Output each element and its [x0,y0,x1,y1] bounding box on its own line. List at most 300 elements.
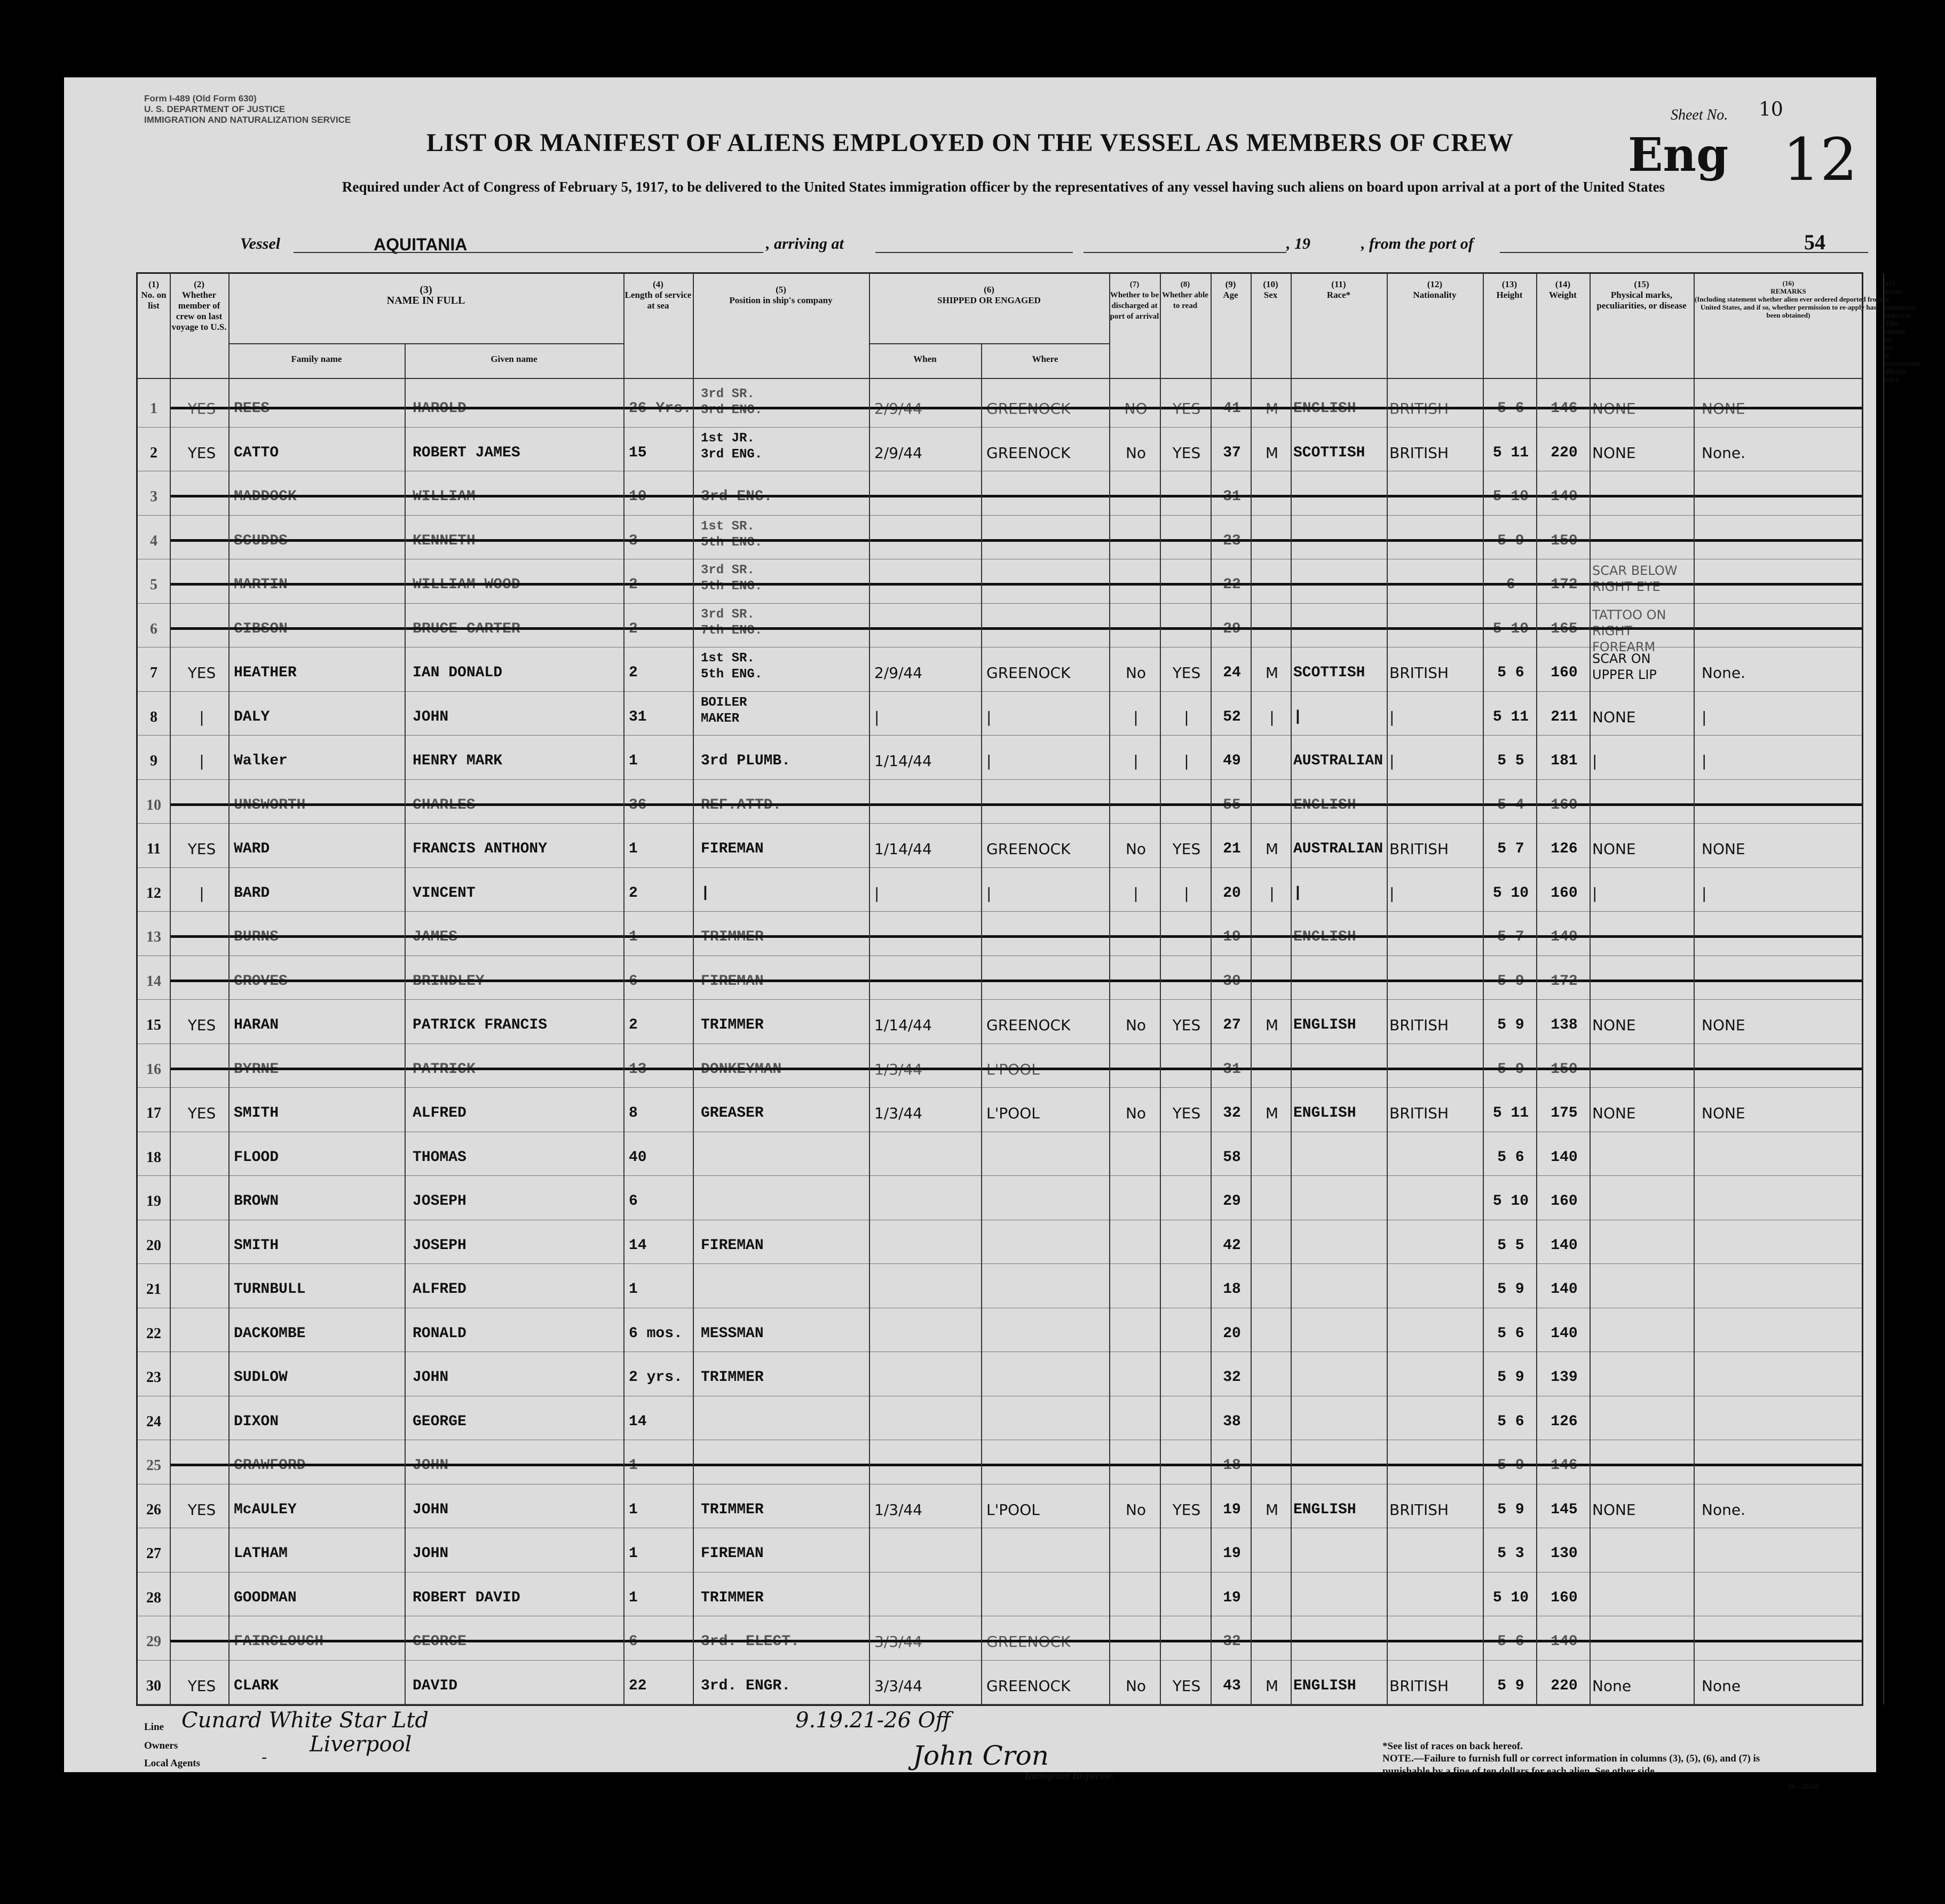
from-label: , from the port of [1361,235,1474,252]
cell-no: 23 [146,1369,161,1386]
cell-age: 27 [1223,1017,1241,1033]
table-row [138,1044,1862,1088]
cell-position: FIREMAN [701,973,764,990]
cell-when: 1/3/44 [874,1104,923,1122]
cell-where: | [986,752,992,770]
cell-height: 5 9 [1497,1061,1524,1078]
strikethrough-line [170,407,1862,409]
cell-service: 2 yrs. [629,1369,683,1386]
cell-no: 14 [146,973,161,990]
cell-given: GEORGE [413,1633,467,1650]
cell-given: IAN DONALD [413,665,503,681]
required-notice: Required under Act of Congress of February 5, 1917, to be delivered to the United States immigration officer by the representatives of any vessel having such aliens on board upon arrival at a port of the United States [342,179,1665,195]
cell-marks: NONE [1592,1500,1636,1519]
cell-weight: 150 [1551,1061,1578,1078]
cell-sex: | [1269,884,1275,902]
cell-service: 2 [629,576,638,593]
cell-when: 2/9/44 [874,664,923,682]
cell-family: MADDOCK [234,488,297,505]
cell-height: 5 5 [1497,753,1524,769]
cell-service: 2 [629,1017,638,1033]
cell-weight: 220 [1551,1677,1578,1694]
cell-no: 3 [150,488,157,505]
cell-weight: 126 [1551,841,1578,857]
cell-given: JOSEPH [413,1237,467,1254]
cell-weight: 140 [1551,1237,1578,1254]
cell-family: CLARK [234,1677,279,1694]
cell-weight: 126 [1551,1413,1578,1430]
cell-family: BROWN [234,1193,279,1210]
cell-nat: BRITISH [1389,840,1449,858]
cell-service: 13 [629,1061,647,1078]
cell-position: 3rd. ELECT. [701,1633,800,1650]
cell-service: 14 [629,1237,647,1254]
cell-age: 31 [1223,488,1241,505]
cell-family: BURNS [234,929,279,945]
cell-service: 36 [629,796,647,813]
vessel-name: AQUITANIA [374,235,468,254]
cell-no: 20 [146,1237,161,1254]
cell-age: 18 [1223,1457,1241,1474]
cell-weight: 140 [1551,929,1578,945]
cell-sex: M [1265,1104,1279,1122]
cell-remarks: NONE [1702,1104,1745,1122]
cell-no: 13 [146,929,161,945]
cell-position: 3rd SR. 5th ENG. [701,563,763,594]
table-row [138,1264,1862,1308]
cell-service: 1 [629,1589,638,1606]
table-row [138,1440,1862,1484]
cell-weight: 220 [1551,444,1578,461]
agents-value: - [262,1748,267,1767]
cell-race: ENGLISH [1293,400,1356,417]
cell-given: BRUCE CARTER [413,620,520,637]
cell-no: 22 [146,1325,161,1342]
cell-nat: BRITISH [1389,444,1449,462]
cell-sex: M [1265,1677,1279,1695]
cell-weight: 160 [1551,1193,1578,1210]
line-value: Cunard White Star Ltd [181,1708,429,1733]
col-header-sex: (10) Sex [1263,279,1278,300]
table-row [138,559,1862,604]
cell-sex: M [1265,664,1279,682]
cell-given: BRINDLEY [413,973,485,990]
cell-marks: NONE [1592,840,1636,858]
cell-height: 5 6 [1497,400,1524,417]
cell-family: GOODMAN [234,1589,297,1606]
cell-race: SCOTTISH [1293,665,1365,681]
cell-family: LATHAM [234,1545,288,1562]
cell-race: AUSTRALIAN [1293,841,1383,857]
races-note: *See list of races on back hereof. [1382,1741,1523,1752]
cell-height: 5 11 [1492,708,1529,725]
inspector-signature: John Cron [913,1740,1049,1771]
col-header-shipped: (6) SHIPPED OR ENGAGED [937,285,1041,305]
cell-when: 1/3/44 [874,1500,923,1519]
cell-where: GREENOCK [986,664,1071,682]
cell-weight: 160 [1551,665,1578,681]
cell-position: 1st SR. 5th ENG. [701,519,763,550]
cell-disch: No [1125,840,1147,858]
cell-family: CATTO [234,444,279,461]
cell-prev: YES [187,840,216,858]
cell-family: McAULEY [234,1501,297,1518]
cell-no: 29 [146,1633,161,1650]
table-row [138,1308,1862,1353]
cell-when: 3/3/44 [874,1677,923,1695]
cell-given: WILLIAM [413,488,476,505]
table-row [138,1616,1862,1661]
cell-position: FIREMAN [701,841,764,857]
cell-where: GREENOCK [986,400,1071,417]
strikethrough-line [170,627,1862,630]
cell-read: YES [1172,1677,1201,1695]
cell-given: JOHN [413,1545,449,1562]
table-row [138,736,1862,780]
sheet-no-label: Sheet No. [1671,107,1728,123]
cell-given: HAROLD [413,400,467,417]
cell-disch: No [1125,1016,1147,1034]
cell-service: 1 [629,1281,638,1298]
cell-nat: | [1389,708,1395,726]
cell-service: 6 [629,1633,638,1650]
strikethrough-line [170,979,1862,982]
cell-given: JOHN [413,1369,449,1386]
agents-label: Local Agents [144,1758,201,1769]
cell-remarks: None. [1702,1500,1745,1519]
cell-height: 5 7 [1497,841,1524,857]
cell-age: 58 [1223,1149,1241,1166]
cell-family: DALY [234,708,270,725]
table-row [138,471,1862,516]
col-header-read: (8) Whether able to read [1162,280,1208,310]
inspector-label: Immigrant Inspector. [1025,1771,1114,1782]
cell-where: GREENOCK [986,1633,1071,1650]
cell-service: 22 [629,1677,647,1694]
cell-race: ENGLISH [1293,796,1356,813]
arriving-label: , arriving at [766,235,844,252]
cell-no: 21 [146,1281,161,1298]
cell-no: 18 [146,1149,161,1166]
cell-prev: | [199,752,204,770]
strikethrough-line [170,803,1862,806]
cell-given: JOHN [413,1501,449,1518]
cell-prev: YES [187,444,216,462]
cell-height: 5 3 [1497,1545,1524,1562]
cell-position: TRIMMER [701,1501,764,1518]
cell-where: | [986,708,992,726]
col-header-when: When [913,354,937,364]
cell-read: | [1184,752,1189,770]
line-label: Line [144,1721,164,1733]
cell-given: JOSEPH [413,1193,467,1210]
strikethrough-line [170,495,1862,497]
page-title: LIST OR MANIFEST OF ALIENS EMPLOYED ON THE VESSEL AS MEMBERS OF CREW [426,129,1514,157]
col-header-discharged: (7) Whether to be discharged at port of arrival [1110,280,1159,321]
strikethrough-line [170,539,1862,542]
cell-age: 38 [1223,1413,1241,1430]
cell-family: SMITH [234,1105,279,1121]
cell-weight: 211 [1551,708,1578,725]
manifest-footer [139,1708,1847,1790]
cell-height: 5 6 [1497,1325,1524,1342]
cell-no: 17 [146,1105,161,1121]
cell-where: GREENOCK [986,1677,1071,1695]
cell-remarks: None. [1702,664,1745,682]
cell-family: REES [234,400,270,417]
table-row [138,428,1862,472]
strikethrough-line [170,1068,1862,1070]
cell-given: CHARLES [413,796,476,813]
cell-age: 52 [1223,708,1241,725]
cell-position: 1st SR. 5th ENG. [701,651,763,682]
cell-age: 29 [1223,1193,1241,1210]
cell-nat: | [1389,884,1395,902]
table-row [138,780,1862,824]
cell-height: 5 9 [1497,1677,1524,1694]
cell-age: 24 [1223,665,1241,681]
cell-nat: BRITISH [1389,1500,1449,1519]
cell-service: 2 [629,884,638,902]
cell-age: 41 [1223,400,1241,417]
cell-family: BYRNE [234,1061,279,1078]
cell-weight: 160 [1551,796,1578,813]
cell-no: 26 [146,1501,161,1518]
col-header-race: (11) Race* [1326,279,1351,300]
tally-note: 9.19.21-26 Off [795,1708,951,1733]
cell-service: 2 [629,620,638,637]
cell-given: VINCENT [413,884,476,902]
cell-no: 8 [150,708,157,725]
cell-race: ENGLISH [1293,929,1356,945]
sheet-no-value: 10 [1759,99,1783,121]
cell-nat: BRITISH [1389,1016,1449,1034]
strikethrough-line [170,935,1862,938]
cell-height: 5 11 [1492,1105,1529,1121]
cell-age: 18 [1223,1281,1241,1298]
cell-height: 5 4 [1497,796,1524,813]
cell-race: AUSTRALIAN [1293,753,1383,769]
cell-sex: M [1265,1500,1279,1519]
cell-family: HARAN [234,1017,279,1033]
col-header-position: (5) Position in ship's company [729,285,833,305]
cell-position: 3rd PLUMB. [701,753,791,769]
cell-service: 1 [629,753,638,769]
cell-position: | [701,884,710,902]
cell-weight: 172 [1551,973,1578,990]
cell-given: THOMAS [413,1149,467,1166]
cell-given: DAVID [413,1677,458,1694]
table-row [138,1528,1862,1573]
table-row [138,1352,1862,1396]
col-header-given: Given name [491,354,537,364]
cell-age: 22 [1223,576,1241,593]
cell-race: ENGLISH [1293,1501,1356,1518]
cell-service: 31 [629,708,647,725]
cell-family: SUDLOW [234,1369,288,1386]
cell-given: GEORGE [413,1413,467,1430]
cell-given: ROBERT DAVID [413,1589,520,1606]
cell-when: | [874,884,880,902]
cell-remarks: NONE [1702,400,1745,417]
cell-no: 28 [146,1589,161,1606]
cell-age: 55 [1223,796,1241,813]
cell-weight: 160 [1551,884,1578,902]
cell-position: DONKEYMAN [701,1061,782,1078]
cell-remarks: NONE [1702,1016,1745,1034]
cell-age: 31 [1223,1061,1241,1078]
cell-family: SMITH [234,1237,279,1254]
cell-race: ENGLISH [1293,1677,1356,1694]
cell-no: 27 [146,1545,161,1562]
cell-position: TRIMMER [701,1589,764,1606]
cell-position: TRIMMER [701,929,764,945]
cell-service: 10 [629,488,647,505]
cell-given: HENRY MARK [413,753,503,769]
cell-family: SCUDDS [234,532,288,549]
cell-service: 14 [629,1413,647,1430]
cell-age: 19 [1223,1501,1241,1518]
cell-height: 5 9 [1497,973,1524,990]
cell-service: 8 [629,1105,638,1121]
cell-weight: 130 [1551,1545,1578,1562]
cell-family: BARD [234,884,270,902]
table-row [138,868,1862,912]
cell-no: 4 [150,532,157,549]
cell-family: TURNBULL [234,1281,306,1298]
form-code: 16—25349 [1788,1782,1820,1790]
cell-height: 5 10 [1492,884,1529,902]
cell-family: CRAWFORD [234,1457,306,1474]
cell-prev: YES [187,400,216,417]
cell-no: 5 [150,576,157,593]
table-row [138,604,1862,654]
col-header-prev: (2) Whether member of crew on last voyage to U.S. [171,279,227,332]
cell-position: 1st JR. 3rd ENG. [701,431,763,462]
cell-where: L'POOL [986,1104,1040,1122]
cell-service: 6 [629,1193,638,1210]
cell-age: 19 [1223,929,1241,945]
cell-age: 23 [1223,532,1241,549]
table-row [138,956,1862,1000]
cell-age: 32 [1223,1369,1241,1386]
cell-nat: BRITISH [1389,1104,1449,1122]
vessel-line [160,230,1831,259]
cell-service: 1 [629,1457,638,1474]
cell-height: 5 11 [1492,444,1529,461]
cell-height: 5 6 [1497,1633,1524,1650]
cell-weight: 140 [1551,1325,1578,1342]
cell-read: YES [1172,1016,1201,1034]
cell-service: 40 [629,1149,647,1166]
cell-age: 20 [1223,1325,1241,1342]
cell-service: 1 [629,1501,638,1518]
cell-read: YES [1172,444,1201,462]
cell-height: 5 10 [1492,488,1529,505]
cell-when: 1/3/44 [874,1060,923,1078]
cell-age: 20 [1223,884,1241,902]
cell-position: FIREMAN [701,1237,764,1254]
cell-age: 21 [1223,841,1241,857]
cell-family: MARTIN [234,576,288,593]
cell-marks: None [1592,1677,1632,1695]
cell-disch: | [1133,708,1138,726]
cell-remarks: | [1702,708,1707,726]
cell-no: 10 [146,796,161,813]
cell-nat: BRITISH [1389,1677,1449,1695]
cell-race: ENGLISH [1293,1017,1356,1033]
cell-sex: | [1269,708,1275,726]
cell-weight: 145 [1551,1501,1578,1518]
col-header-family: Family name [291,354,342,364]
col-header-height: (13) Height [1496,279,1523,300]
cell-marks: SCAR ON UPPER LIP [1592,651,1657,682]
cell-height: 5 9 [1497,1501,1524,1518]
cell-service: 6 [629,973,638,990]
cell-age: 19 [1223,1545,1241,1562]
cell-age: 32 [1223,1105,1241,1121]
cell-no: 9 [150,753,157,769]
cell-given: JOHN [413,708,449,725]
cell-no: 2 [150,444,157,461]
cell-marks: NONE [1592,1016,1636,1034]
cell-age: 29 [1223,620,1241,637]
cell-position: TRIMMER [701,1369,764,1386]
cell-height: 5 9 [1497,1369,1524,1386]
owners-label: Owners [144,1740,178,1751]
cell-position: REF.ATTD. [701,796,782,813]
cell-weight: 150 [1551,532,1578,549]
cell-where: | [986,884,992,902]
cell-age: 42 [1223,1237,1241,1254]
cell-family: Walker [234,753,288,769]
cell-when: 2/9/44 [874,400,923,417]
cell-position: MESSMAN [701,1325,764,1342]
cell-family: DACKOMBE [234,1325,306,1342]
cell-disch: No [1125,1677,1147,1695]
cell-sex: M [1265,840,1279,858]
cell-weight: 165 [1551,620,1578,637]
cell-family: HEATHER [234,665,297,681]
cell-disch: No [1125,1104,1147,1122]
cell-read: YES [1172,1104,1201,1122]
cell-position: GREASER [701,1105,764,1121]
cell-weight: 140 [1551,1633,1578,1650]
cell-given: ROBERT JAMES [413,444,520,461]
cell-weight: 175 [1551,1105,1578,1121]
cell-when: 3/3/44 [874,1633,923,1650]
cell-sex: M [1265,444,1279,462]
cell-where: GREENOCK [986,1016,1071,1034]
cell-age: 43 [1223,1677,1241,1694]
cell-nat: | [1389,752,1395,770]
strikethrough-line [170,583,1862,586]
strikethrough-line [170,1464,1862,1466]
cell-given: PATRICK FRANCIS [413,1017,548,1033]
cell-where: L'POOL [986,1060,1040,1078]
cell-when: 1/14/44 [874,752,932,770]
cell-weight: 138 [1551,1017,1578,1033]
cell-no: 12 [146,884,161,902]
cell-given: JOHN [413,1457,449,1474]
cell-remarks: NONE [1702,840,1745,858]
table-row [138,1088,1862,1132]
cell-prev: YES [187,1500,216,1519]
cell-weight: 172 [1551,576,1578,593]
col-header-name: (3) NAME IN FULL [386,284,465,306]
cell-nat: BRITISH [1389,400,1449,417]
cell-height: 6 [1506,576,1515,593]
